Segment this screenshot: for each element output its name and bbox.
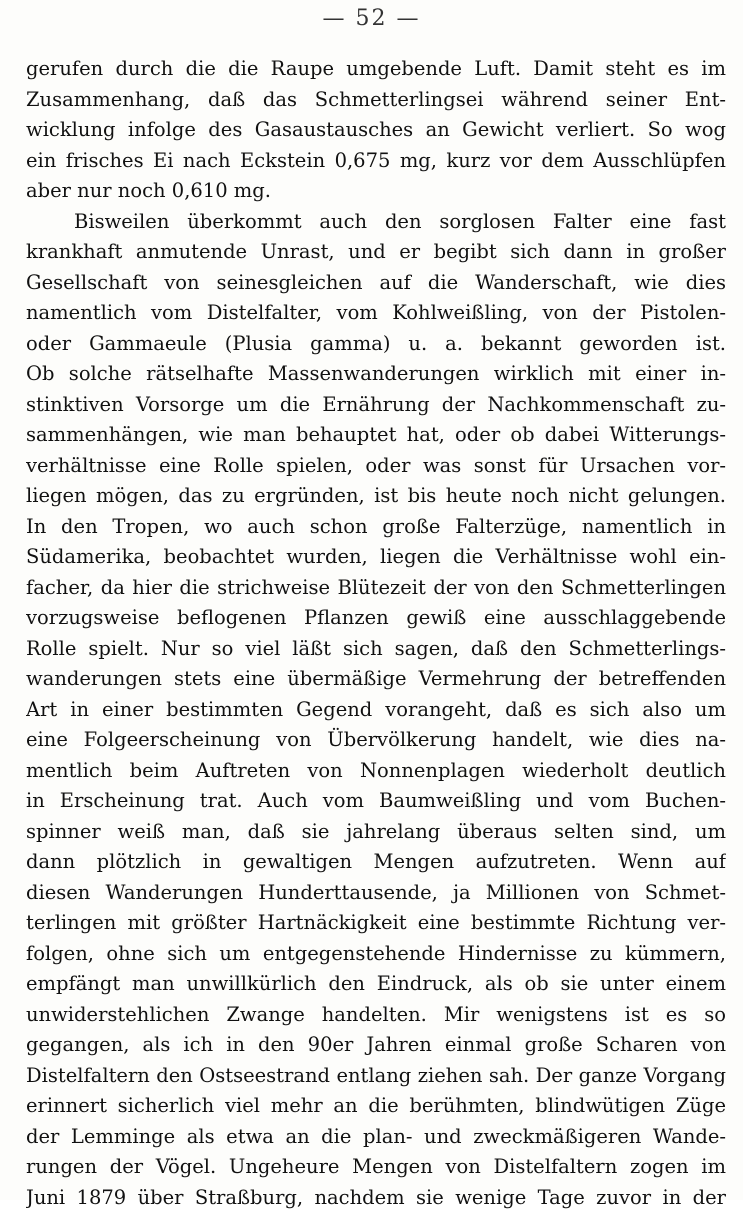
- text-line: Rolle spielt. Nur so viel läßt sich sagen, daß den Schmetterlings-: [26, 634, 726, 665]
- text-line: wanderungen stets eine übermäßige Vermehrung der betreffenden: [26, 664, 726, 695]
- text-line: gerufen durch die die Raupe umgebende Luft. Damit steht es im: [26, 54, 726, 85]
- text-line: terlingen mit größter Hartnäckigkeit eine bestimmte Richtung ver-: [26, 908, 726, 939]
- text-line: gegangen, als ich in den 90er Jahren einmal große Scharen von: [26, 1030, 726, 1061]
- text-line: Art in einer bestimmten Gegend vorangeht, daß es sich also um: [26, 695, 726, 726]
- text-line: oder Gammaeule (Plusia gamma) u. a. bekannt geworden ist.: [26, 329, 726, 360]
- text-line: facher, da hier die strichweise Blütezeit der von den Schmetterlingen: [26, 573, 726, 604]
- text-line: In den Tropen, wo auch schon große Falterzüge, namentlich in: [26, 512, 726, 543]
- text-line: krankhaft anmutende Unrast, und er begibt sich dann in großer: [26, 237, 726, 268]
- text-line: eine Folgeerscheinung von Übervölkerung handelt, wie dies na-: [26, 725, 726, 756]
- text-line: spinner weiß man, daß sie jahrelang überaus selten sind, um: [26, 817, 726, 848]
- text-line: ein frisches Ei nach Eckstein 0,675 mg, kurz vor dem Ausschlüpfen: [26, 146, 726, 177]
- body-text: [26, 54, 726, 1213]
- text-line: mentlich beim Auftreten von Nonnenplagen wiederholt deutlich: [26, 756, 726, 787]
- text-line: diesen Wanderungen Hunderttausende, ja Millionen von Schmet-: [26, 878, 726, 909]
- text-line: Zusammenhang, daß das Schmetterlingsei während seiner Ent-: [26, 85, 726, 116]
- text-line: sammenhängen, wie man behauptet hat, oder ob dabei Witterungs-: [26, 420, 726, 451]
- text-line: erinnert sicherlich viel mehr an die berühmten, blindwütigen Züge: [26, 1091, 726, 1122]
- text-line: folgen, ohne sich um entgegenstehende Hindernisse zu kümmern,: [26, 939, 726, 970]
- text-line: unwiderstehlichen Zwange handelten. Mir wenigstens ist es so: [26, 1000, 726, 1031]
- text-line: Juni 1879 über Straßburg, nachdem sie wenige Tage zuvor in der: [26, 1183, 726, 1213]
- text-line: verhältnisse eine Rolle spielen, oder was sonst für Ursachen vor-: [26, 451, 726, 482]
- text-line: vorzugsweise beflogenen Pflanzen gewiß eine ausschlaggebende: [26, 603, 726, 634]
- paragraph: [26, 207, 726, 1213]
- text-line: liegen mögen, das zu ergründen, ist bis heute noch nicht gelungen.: [26, 481, 726, 512]
- text-line: dann plötzlich in gewaltigen Mengen aufzutreten. Wenn auf: [26, 847, 726, 878]
- text-line: Distelfaltern den Ostseestrand entlang ziehen sah. Der ganze Vorgang: [26, 1061, 726, 1092]
- text-line: der Lemminge als etwa an die plan- und zweckmäßigeren Wande-: [26, 1122, 726, 1153]
- text-line: empfängt man unwillkürlich den Eindruck, als ob sie unter einem: [26, 969, 726, 1000]
- text-line: stinktiven Vorsorge um die Ernährung der Nachkommenschaft zu-: [26, 390, 726, 421]
- paragraph: [26, 54, 726, 207]
- text-line: Südamerika, beobachtet wurden, liegen die Verhältnisse wohl ein-: [26, 542, 726, 573]
- text-line: Ob solche rätselhafte Massenwanderungen wirklich mit einer in-: [26, 359, 726, 390]
- text-line: aber nur noch 0,610 mg.: [26, 176, 726, 207]
- text-line: in Erscheinung trat. Auch vom Baumweißling und vom Buchen-: [26, 786, 726, 817]
- text-line: wicklung infolge des Gasaustausches an Gewicht verliert. So wog: [26, 115, 726, 146]
- text-line: namentlich vom Distelfalter, vom Kohlweißling, von der Pistolen-: [26, 298, 726, 329]
- text-line: rungen der Vögel. Ungeheure Mengen von Distelfaltern zogen im: [26, 1152, 726, 1183]
- text-line: Bisweilen überkommt auch den sorglosen Falter eine fast: [26, 207, 726, 238]
- text-line: Gesellschaft von seinesgleichen auf die Wanderschaft, wie dies: [26, 268, 726, 299]
- page-number: — 52 —: [0, 6, 743, 31]
